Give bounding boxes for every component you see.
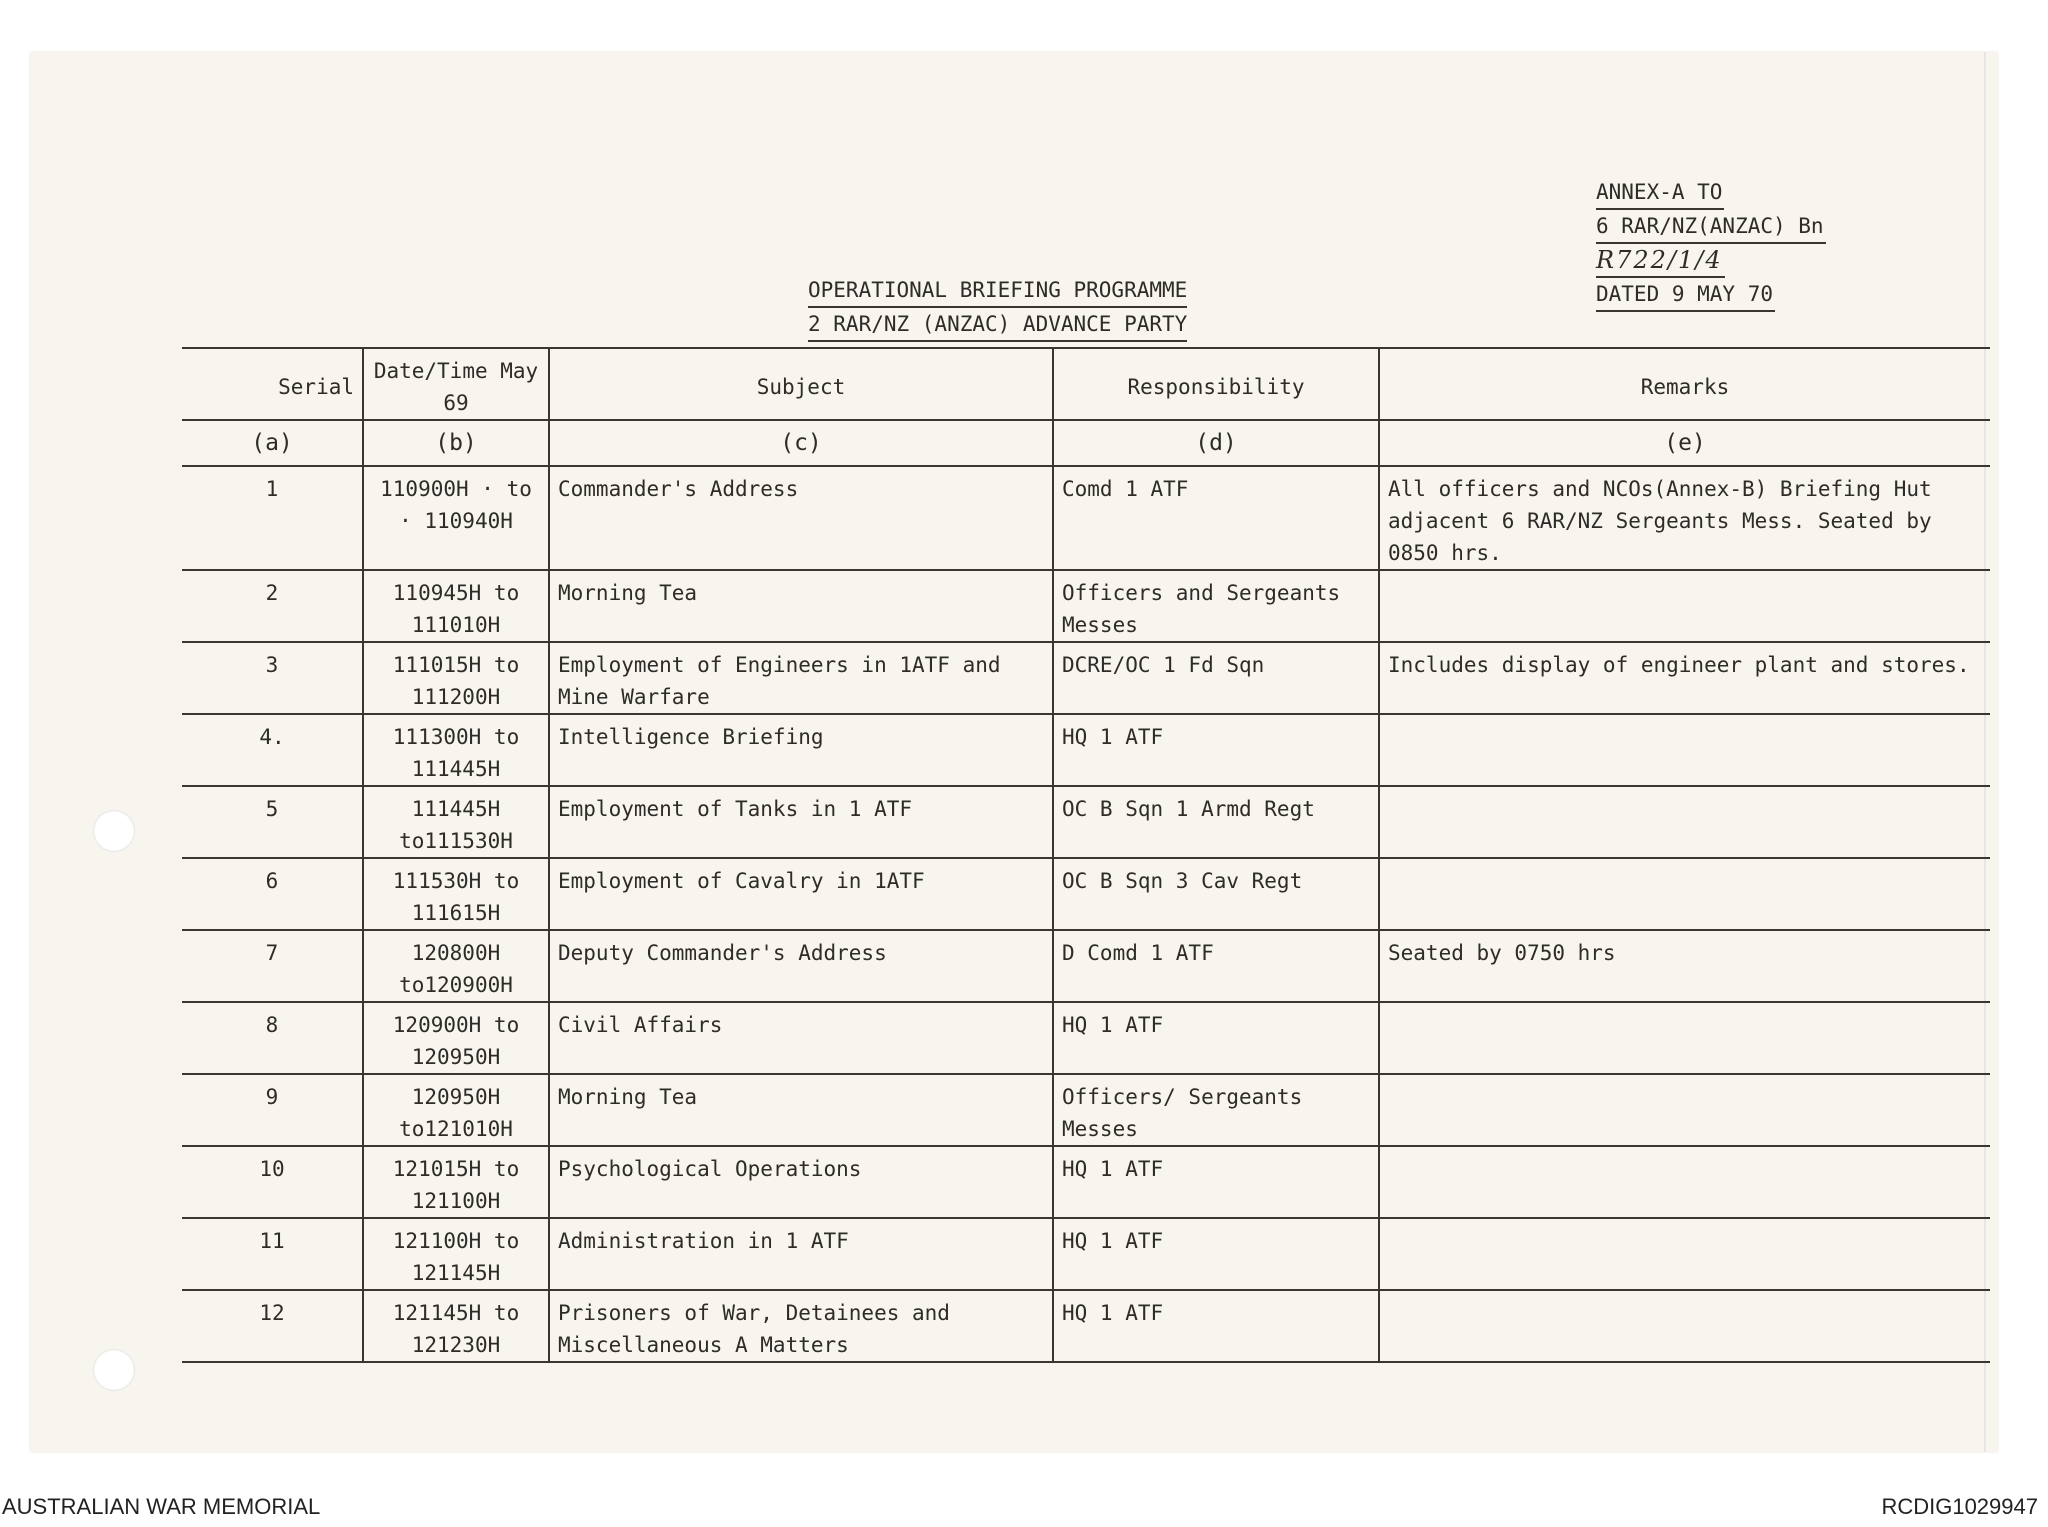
date-time-cell: 110900H · to · 110940H: [363, 466, 549, 570]
responsibility-cell: HQ 1 ATF: [1053, 1002, 1379, 1074]
header-responsibility: Responsibility: [1053, 348, 1379, 420]
subject-cell: Commander's Address: [549, 466, 1053, 570]
annex-date: DATED 9 MAY 70: [1596, 278, 1775, 312]
responsibility-cell: D Comd 1 ATF: [1053, 930, 1379, 1002]
annex-line-2: 6 RAR/NZ(ANZAC) Bn: [1596, 210, 1826, 244]
subject-cell: Employment of Tanks in 1 ATF: [549, 786, 1053, 858]
document-title: [808, 274, 1187, 342]
remarks-cell: [1379, 1146, 1990, 1218]
remarks-cell: [1379, 1218, 1990, 1290]
subject-cell: Civil Affairs: [549, 1002, 1053, 1074]
date-time-cell: 120900H to 120950H: [363, 1002, 549, 1074]
responsibility-cell: HQ 1 ATF: [1053, 714, 1379, 786]
serial-cell: 10: [182, 1146, 363, 1218]
remarks-cell: Seated by 0750 hrs: [1379, 930, 1990, 1002]
serial-cell: 9: [182, 1074, 363, 1146]
remarks-cell: [1379, 1002, 1990, 1074]
table-row: [182, 466, 1990, 570]
table-row: [182, 714, 1990, 786]
subject-cell: Administration in 1 ATF: [549, 1218, 1053, 1290]
date-time-cell: 111015H to 111200H: [363, 642, 549, 714]
column-letter-row: [182, 420, 1990, 466]
responsibility-cell: OC B Sqn 1 Armd Regt: [1053, 786, 1379, 858]
subject-cell: Psychological Operations: [549, 1146, 1053, 1218]
serial-cell: 11: [182, 1218, 363, 1290]
responsibility-cell: Comd 1 ATF: [1053, 466, 1379, 570]
serial-cell: 1: [182, 466, 363, 570]
responsibility-cell: HQ 1 ATF: [1053, 1290, 1379, 1362]
subject-cell: Morning Tea: [549, 1074, 1053, 1146]
title-line-1: OPERATIONAL BRIEFING PROGRAMME: [808, 274, 1187, 308]
column-letter: (e): [1379, 420, 1990, 466]
table-row: [182, 786, 1990, 858]
date-time-cell: 111530H to 111615H: [363, 858, 549, 930]
archive-credit: AUSTRALIAN WAR MEMORIAL: [2, 1494, 321, 1519]
responsibility-cell: DCRE/OC 1 Fd Sqn: [1053, 642, 1379, 714]
header-serial: Serial: [182, 348, 363, 420]
table-row: [182, 1218, 1990, 1290]
archive-id: RCDIG1029947: [1881, 1494, 2038, 1519]
date-time-cell: 121145H to 121230H: [363, 1290, 549, 1362]
serial-cell: 3: [182, 642, 363, 714]
file-reference: R722/1/4: [1596, 244, 1725, 278]
date-time-cell: 111445H to111530H: [363, 786, 549, 858]
table-row: [182, 642, 1990, 714]
remarks-cell: [1379, 858, 1990, 930]
responsibility-cell: HQ 1 ATF: [1053, 1146, 1379, 1218]
serial-cell: 12: [182, 1290, 363, 1362]
serial-cell: 4.: [182, 714, 363, 786]
punch-hole-icon: [93, 810, 135, 852]
date-time-cell: 120800H to120900H: [363, 930, 549, 1002]
serial-cell: 2: [182, 570, 363, 642]
responsibility-cell: Officers and Sergeants Messes: [1053, 570, 1379, 642]
remarks-cell: [1379, 570, 1990, 642]
responsibility-cell: Officers/ Sergeants Messes: [1053, 1074, 1379, 1146]
subject-cell: Employment of Engineers in 1ATF and Mine Warfare: [549, 642, 1053, 714]
date-time-cell: 110945H to 111010H: [363, 570, 549, 642]
date-time-cell: 121015H to 121100H: [363, 1146, 549, 1218]
remarks-cell: All officers and NCOs(Annex-B) Briefing Hut adjacent 6 RAR/NZ Sergeants Mess. Seated by 0850 hrs.: [1379, 466, 1990, 570]
header-date-time: Date/Time May 69: [363, 348, 549, 420]
remarks-cell: [1379, 1290, 1990, 1362]
subject-cell: Employment of Cavalry in 1ATF: [549, 858, 1053, 930]
table-row: [182, 1002, 1990, 1074]
date-time-cell: 121100H to 121145H: [363, 1218, 549, 1290]
subject-cell: Deputy Commander's Address: [549, 930, 1053, 1002]
date-time-cell: 111300H to 111445H: [363, 714, 549, 786]
title-line-2: 2 RAR/NZ (ANZAC) ADVANCE PARTY: [808, 308, 1187, 342]
column-letter: (a): [182, 420, 363, 466]
table-row: [182, 930, 1990, 1002]
serial-cell: 8: [182, 1002, 363, 1074]
punch-hole-icon: [93, 1349, 135, 1391]
subject-cell: Morning Tea: [549, 570, 1053, 642]
remarks-cell: [1379, 714, 1990, 786]
table-row: [182, 858, 1990, 930]
responsibility-cell: HQ 1 ATF: [1053, 1218, 1379, 1290]
date-time-cell: 120950H to121010H: [363, 1074, 549, 1146]
remarks-cell: [1379, 1074, 1990, 1146]
serial-cell: 7: [182, 930, 363, 1002]
subject-cell: Intelligence Briefing: [549, 714, 1053, 786]
column-letter: (c): [549, 420, 1053, 466]
table-row: [182, 570, 1990, 642]
table-row: [182, 1146, 1990, 1218]
remarks-cell: Includes display of engineer plant and stores.: [1379, 642, 1990, 714]
annex-line-1: ANNEX-A TO: [1596, 176, 1724, 210]
table-row: [182, 1074, 1990, 1146]
header-remarks: Remarks: [1379, 348, 1990, 420]
header-subject: Subject: [549, 348, 1053, 420]
serial-cell: 5: [182, 786, 363, 858]
serial-cell: 6: [182, 858, 363, 930]
annex-reference: [1596, 176, 1826, 312]
remarks-cell: [1379, 786, 1990, 858]
responsibility-cell: OC B Sqn 3 Cav Regt: [1053, 858, 1379, 930]
briefing-table: [182, 347, 1990, 1363]
column-letter: (b): [363, 420, 549, 466]
column-letter: (d): [1053, 420, 1379, 466]
subject-cell: Prisoners of War, Detainees and Miscellaneous A Matters: [549, 1290, 1053, 1362]
table-row: [182, 1290, 1990, 1362]
